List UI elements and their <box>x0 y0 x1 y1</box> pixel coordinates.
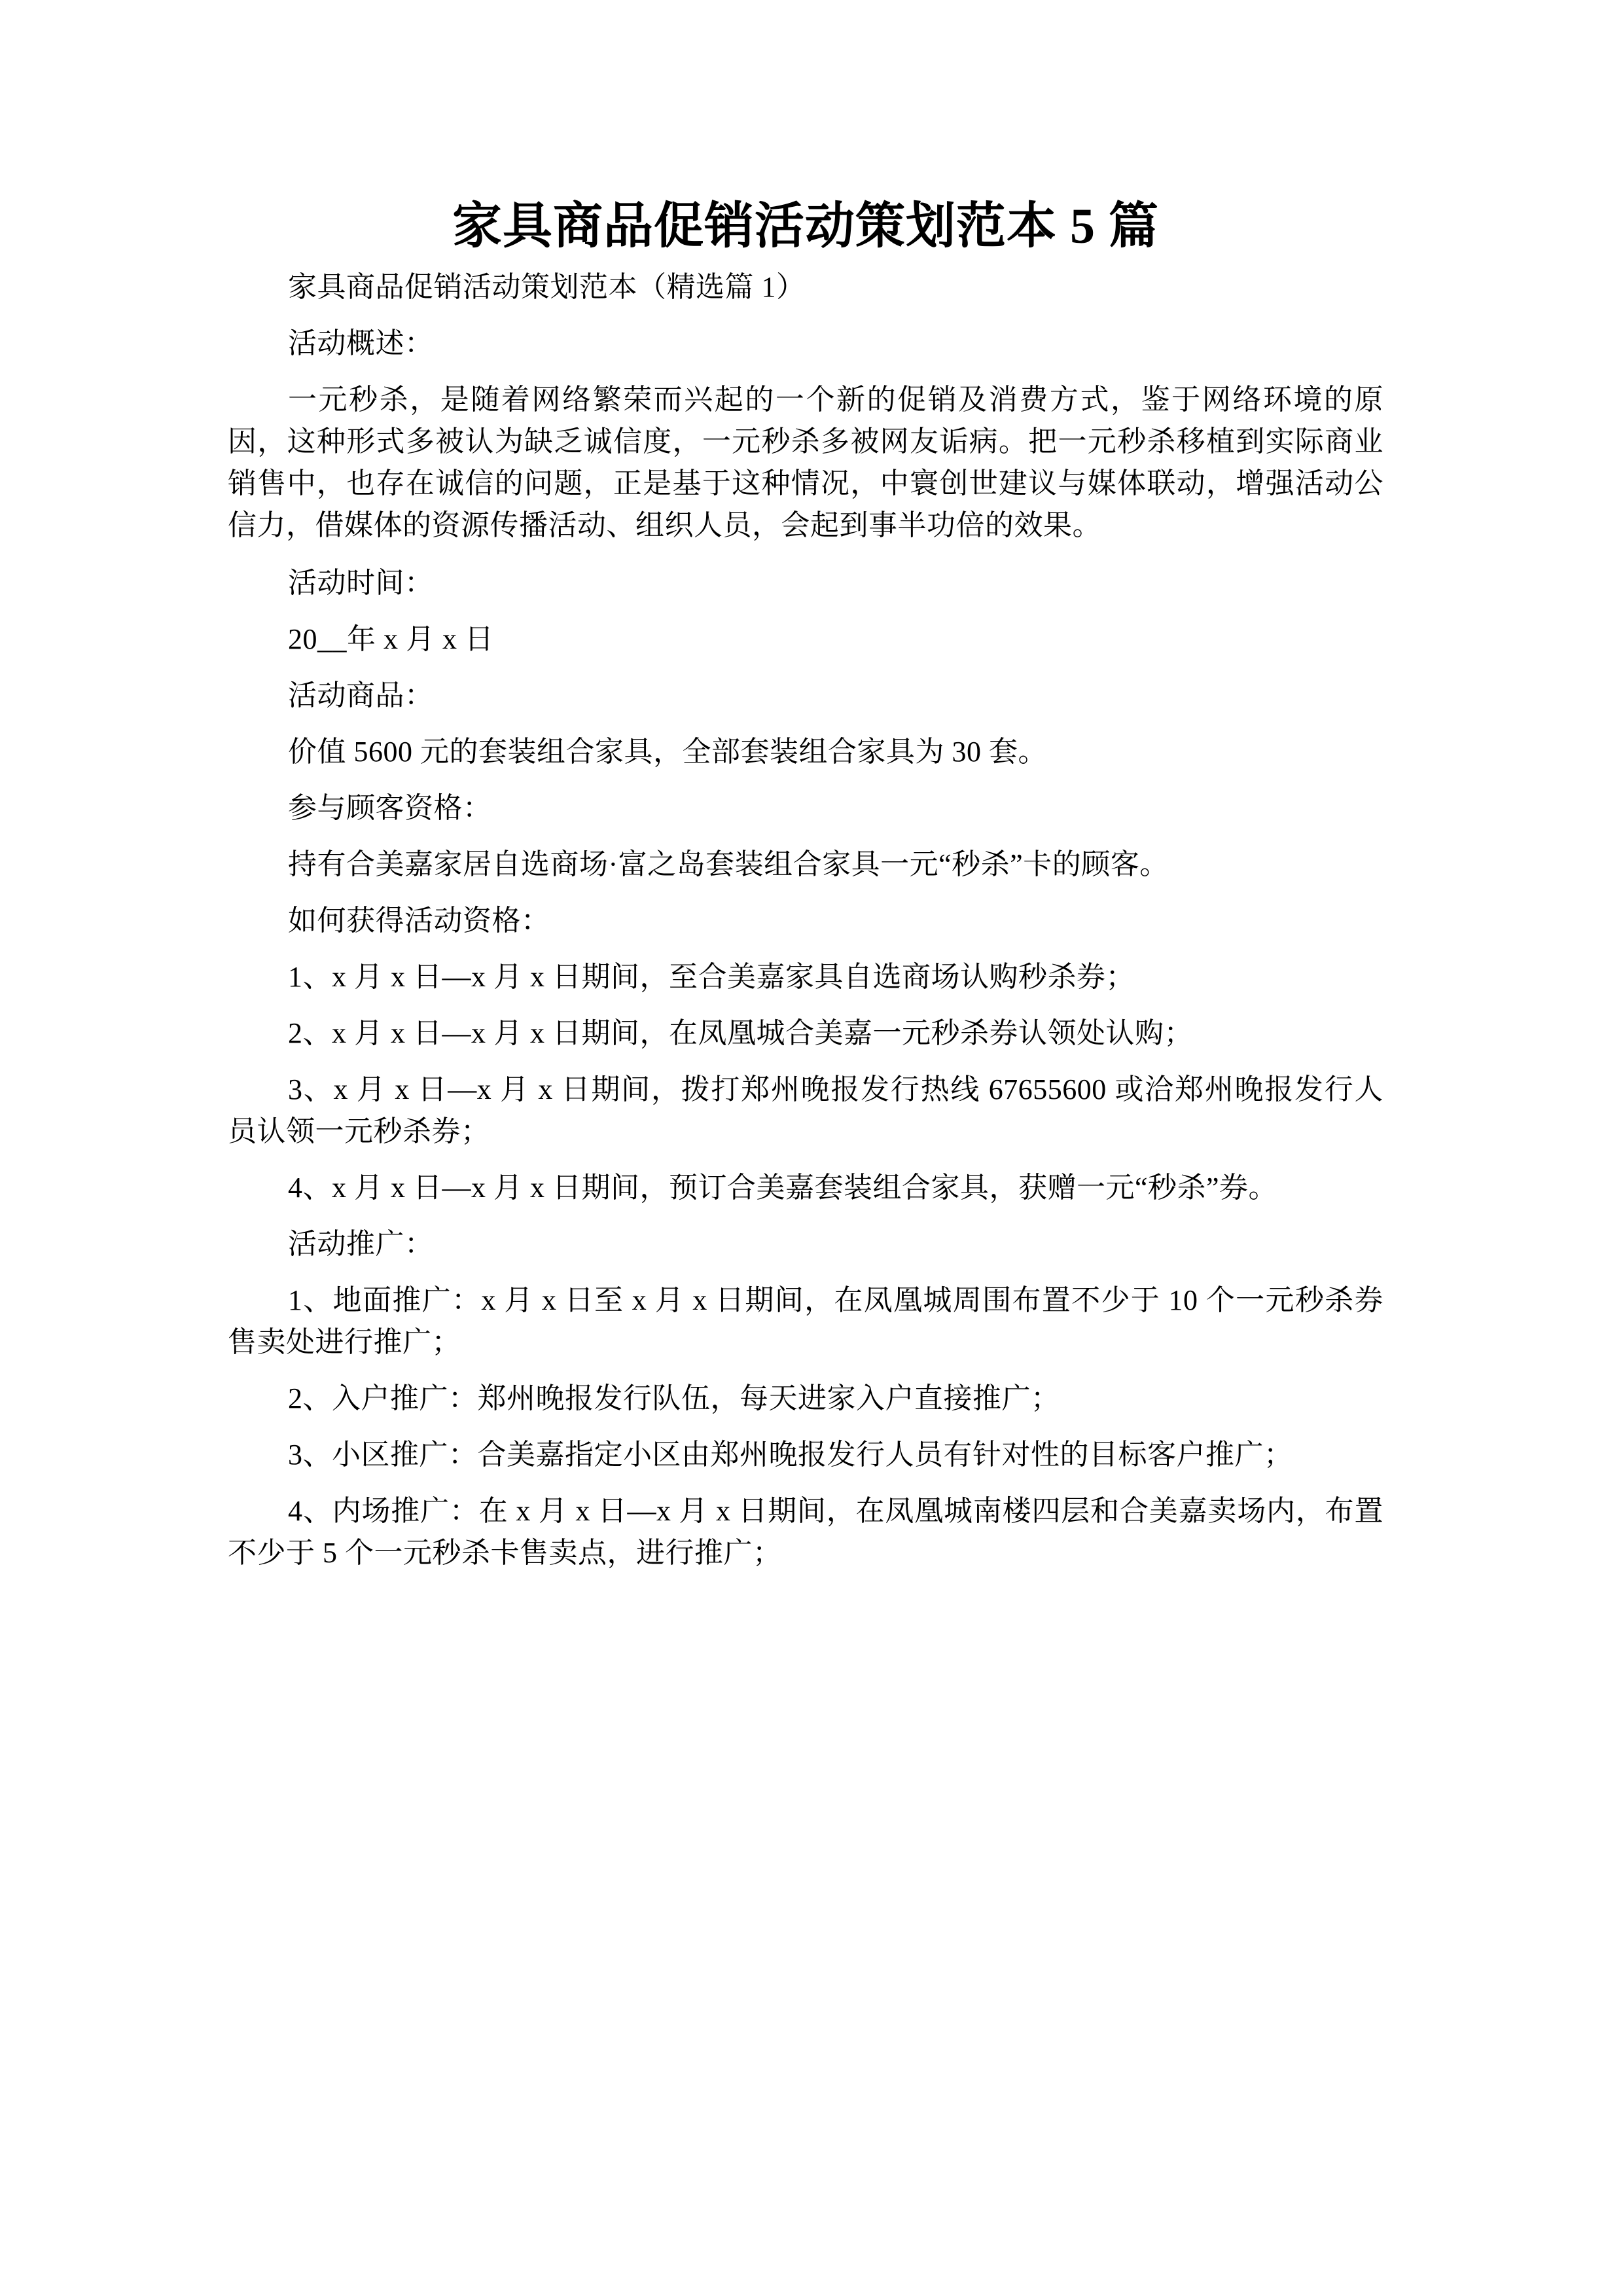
heading-how-to-qualify: 如何获得活动资格： <box>288 904 550 937</box>
list-item-promotion-1: 1、地面推广：x 月 x 日至 x 月 x 日期间，在凤凰城周围布置不少于 10 个一元秒杀券售卖处进行推广； <box>228 1283 1383 1358</box>
heading-activity-promotion: 活动推广： <box>288 1227 434 1260</box>
list-item-promotion-3: 3、小区推广：合美嘉指定小区由郑州晚报发行人员有针对性的目标客户推广； <box>288 1438 1293 1471</box>
list-item-promotion-4: 4、内场推广：在 x 月 x 日—x 月 x 日期间，在凤凰城南楼四层和合美嘉卖场内，布置不少于 5 个一元秒杀卡售卖点，进行推广； <box>228 1494 1383 1569</box>
page-title: 家具商品促销活动策划范本 5 篇 <box>452 199 1159 254</box>
paragraph-customer-qualification-value: 持有合美嘉家居自选商场·富之岛套装组合家具一元“秒杀”卡的顾客。 <box>288 848 1169 880</box>
heading-activity-goods: 活动商品： <box>288 679 434 711</box>
list-item-how-to-qualify-1: 1、x 月 x 日—x 月 x 日期间，至合美嘉家具自选商场认购秒杀券； <box>288 960 1135 993</box>
heading-customer-qualification: 参与顾客资格： <box>288 791 492 824</box>
list-item-how-to-qualify-4: 4、x 月 x 日—x 月 x 日期间，预订合美嘉套装组合家具，获赠一元“秒杀”券。 <box>288 1171 1278 1204</box>
list-item-promotion-2: 2、入户推广：郑州晚报发行队伍，每天进家入户直接推广； <box>288 1382 1060 1414</box>
document-subtitle: 家具商品促销活动策划范本（精选篇 1） <box>288 270 806 303</box>
paragraph-activity-time-value: 20__年 x 月 x 日 <box>288 622 494 655</box>
heading-activity-time: 活动时间： <box>288 566 434 599</box>
paragraph-activity-overview-body: 一元秒杀，是随着网络繁荣而兴起的一个新的促销及消费方式，鉴于网络环境的原因，这种形式多被认为缺乏诚信度，一元秒杀多被网友诟病。把一元秒杀移植到实际商业销售中，也存在诚信的问题，正是基于这种情况，中寰创世建议与媒体联动，增强活动公信力，借媒体的资源传播活动、组织人员，会起到事半功倍的效果。 <box>228 383 1383 541</box>
list-item-how-to-qualify-2: 2、x 月 x 日—x 月 x 日期间，在凤凰城合美嘉一元秒杀券认领处认购； <box>288 1016 1193 1049</box>
heading-activity-overview: 活动概述： <box>288 327 434 359</box>
list-item-how-to-qualify-3: 3、x 月 x 日—x 月 x 日期间，拨打郑州晚报发行热线 67655600 或洽郑州晚报发行人员认领一元秒杀券； <box>228 1073 1383 1147</box>
paragraph-activity-goods-value: 价值 5600 元的套装组合家具，全部套装组合家具为 30 套。 <box>288 735 1047 768</box>
document-body <box>228 0 1383 1588</box>
